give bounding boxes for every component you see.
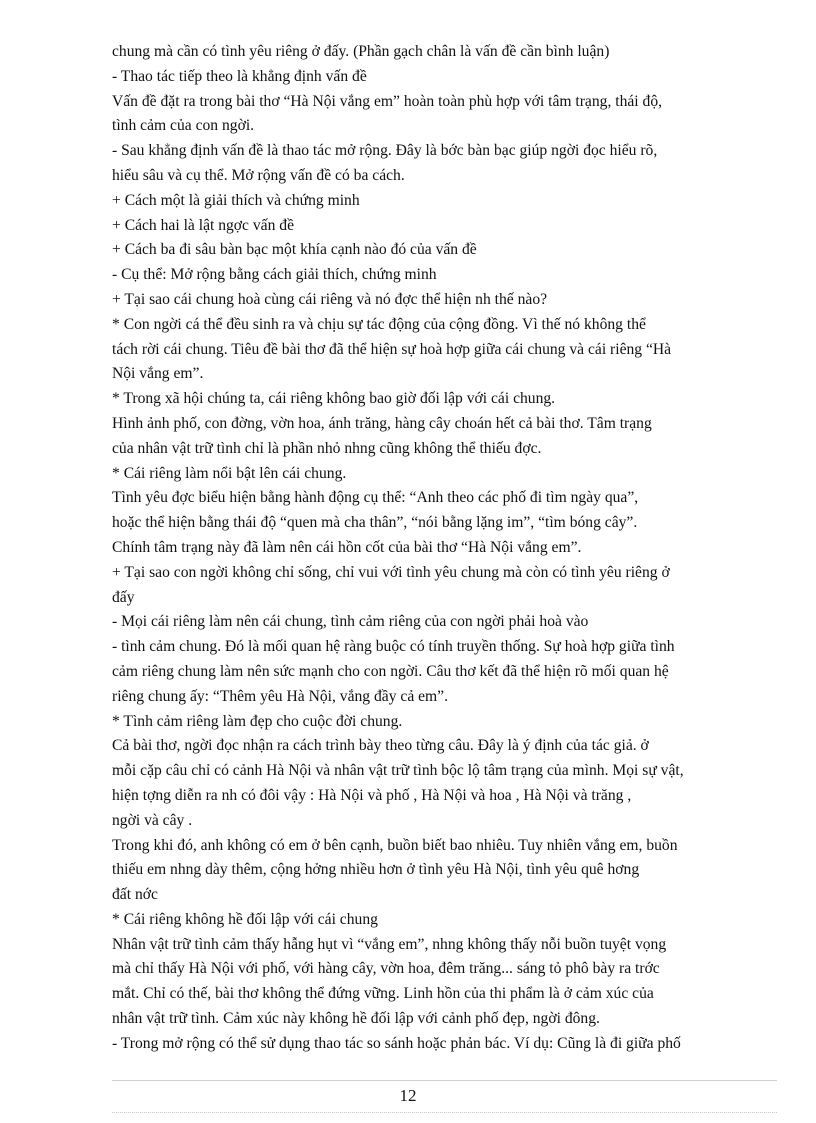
text-line: * Trong xã hội chúng ta, cái riêng không bao giờ đối lập với cái chung. — [112, 390, 556, 408]
text-line: - Thao tác tiếp theo là khẳng định vấn đề — [112, 67, 367, 85]
text-line: Nội vắng em”. — [112, 365, 204, 383]
page-body — [112, 40, 777, 1057]
text-line: - Trong mở rộng có thể sử dụng thao tác so sánh hoặc phản bác. Ví dụ: Cũng là đi giữa phố — [112, 1034, 681, 1052]
text-line: Cả bài thơ, ngời đọc nhận ra cách trình bày theo từng câu. Đây là ý định của tác giả. ở — [112, 737, 649, 755]
text-line: tách rời cái chung. Tiêu đề bài thơ đã thể hiện sự hoà hợp giữa cái chung và cái riêng “Hà — [112, 340, 672, 358]
text-line: hiểu sâu và cụ thể. Mở rộng vấn đề có ba cách. — [112, 166, 405, 184]
text-line: cảm riêng chung làm nên sức mạnh cho con ngời. Câu thơ kết đã thể hiện rõ mối quan hệ — [112, 662, 669, 680]
text-line: mỗi cặp câu chỉ có cảnh Hà Nội và nhân vật trữ tình bộc lộ tâm trạng của mình. Mọi sự vật, — [112, 762, 684, 780]
text-line: Nhân vật trữ tình cảm thấy hẫng hụt vì “vắng em”, nhng không thấy nỗi buồn tuyệt vọng — [112, 935, 667, 953]
text-line: - Sau khẳng định vấn đề là thao tác mở rộng. Đây là bớc bàn bạc giúp ngời đọc hiểu rõ, — [112, 142, 658, 160]
text-line: * Tình cảm riêng làm đẹp cho cuộc đời chung. — [112, 712, 403, 730]
text-line: Tình yêu đợc biểu hiện bằng hành động cụ thể: “Anh theo các phố đi tìm ngày qua”, — [112, 489, 639, 507]
text-line: Vấn đề đặt ra trong bài thơ “Hà Nội vắng em” hoàn toàn phù hợp với tâm trạng, thái độ, — [112, 92, 663, 110]
text-line: * Con ngời cá thể đều sinh ra và chịu sự tác động của cộng đồng. Vì thế nó không thể — [112, 315, 646, 333]
text-line: thiếu em nhng dày thêm, cộng hởng nhiều hơn ở tình yêu Hà Nội, tình yêu quê hơng — [112, 861, 640, 879]
text-line: - Mọi cái riêng làm nên cái chung, tình cảm riêng của con ngời phải hoà vào — [112, 613, 589, 631]
text-line: * Cái riêng làm nổi bật lên cái chung. — [112, 464, 347, 482]
text-line: Chính tâm trạng này đã làm nên cái hồn cốt của bài thơ “Hà Nội vắng em”. — [112, 538, 582, 556]
text-line: mắt. Chỉ có thế, bài thơ không thể đứng vững. Linh hồn của thi phẩm là ở cảm xúc của — [112, 985, 654, 1003]
text-line: Trong khi đó, anh không có em ở bên cạnh, buồn biết bao nhiêu. Tuy nhiên vắng em, buồn — [112, 836, 678, 854]
text-line: * Cái riêng không hề đối lập với cái chung — [112, 910, 378, 928]
text-line: + Tại sao cái chung hoà cùng cái riêng và nó đợc thể hiện nh thế nào? — [112, 290, 548, 308]
text-line: hiện tợng diễn ra nh có đôi vậy : Hà Nội và phố , Hà Nội và hoa , Hà Nội và trăng , — [112, 786, 632, 804]
text-line: nhân vật trữ tình. Cảm xúc này không hề đối lập với cảnh phố đẹp, ngời đông. — [112, 1010, 600, 1028]
text-line: riêng chung ấy: “Thêm yêu Hà Nội, vắng đầy cả em”. — [112, 687, 449, 705]
text-line: - tình cảm chung. Đó là mối quan hệ ràng buộc có tính truyền thống. Sự hoà hợp giữa tình — [112, 638, 675, 656]
text-line: Hình ảnh phố, con đờng, vờn hoa, ánh trăng, hàng cây choán hết cả bài thơ. Tâm trạng — [112, 414, 652, 432]
text-line: - Cụ thể: Mở rộng bằng cách giải thích, chứng minh — [112, 266, 437, 284]
text-line: + Cách hai là lật ngợc vấn đề — [112, 216, 295, 234]
text-line: đất nớc — [112, 886, 158, 904]
text-line: của nhân vật trữ tình chỉ là phần nhỏ nhng cũng không thể thiếu đợc. — [112, 439, 542, 457]
bottom-divider — [112, 1112, 777, 1113]
text-line: hoặc thể hiện bằng thái độ “quen mà cha thân”, “nói bằng lặng im”, “tìm bóng cây”. — [112, 514, 638, 532]
page-number: 12 — [399, 1086, 417, 1105]
text-line: + Tại sao con ngời không chỉ sống, chỉ vui với tình yêu chung mà còn có tình yêu riêng ở — [112, 563, 670, 581]
text-line: ngời và cây . — [112, 811, 193, 829]
text-line: tình cảm của con ngời. — [112, 117, 255, 135]
text-line: đấy — [112, 588, 135, 606]
footer-divider — [112, 1080, 777, 1081]
text-line: + Cách ba đi sâu bàn bạc một khía cạnh nào đó của vấn đề — [112, 241, 477, 259]
text-line: chung mà cần có tình yêu riêng ở đấy. (Phần gạch chân là vấn đề cần bình luận) — [112, 43, 610, 60]
text-line: + Cách một là giải thích và chứng minh — [112, 191, 360, 209]
text-line: mà chỉ thấy Hà Nội với phố, với hàng cây, vờn hoa, đêm trăng... sáng tỏ phô bày ra trớc — [112, 960, 660, 978]
